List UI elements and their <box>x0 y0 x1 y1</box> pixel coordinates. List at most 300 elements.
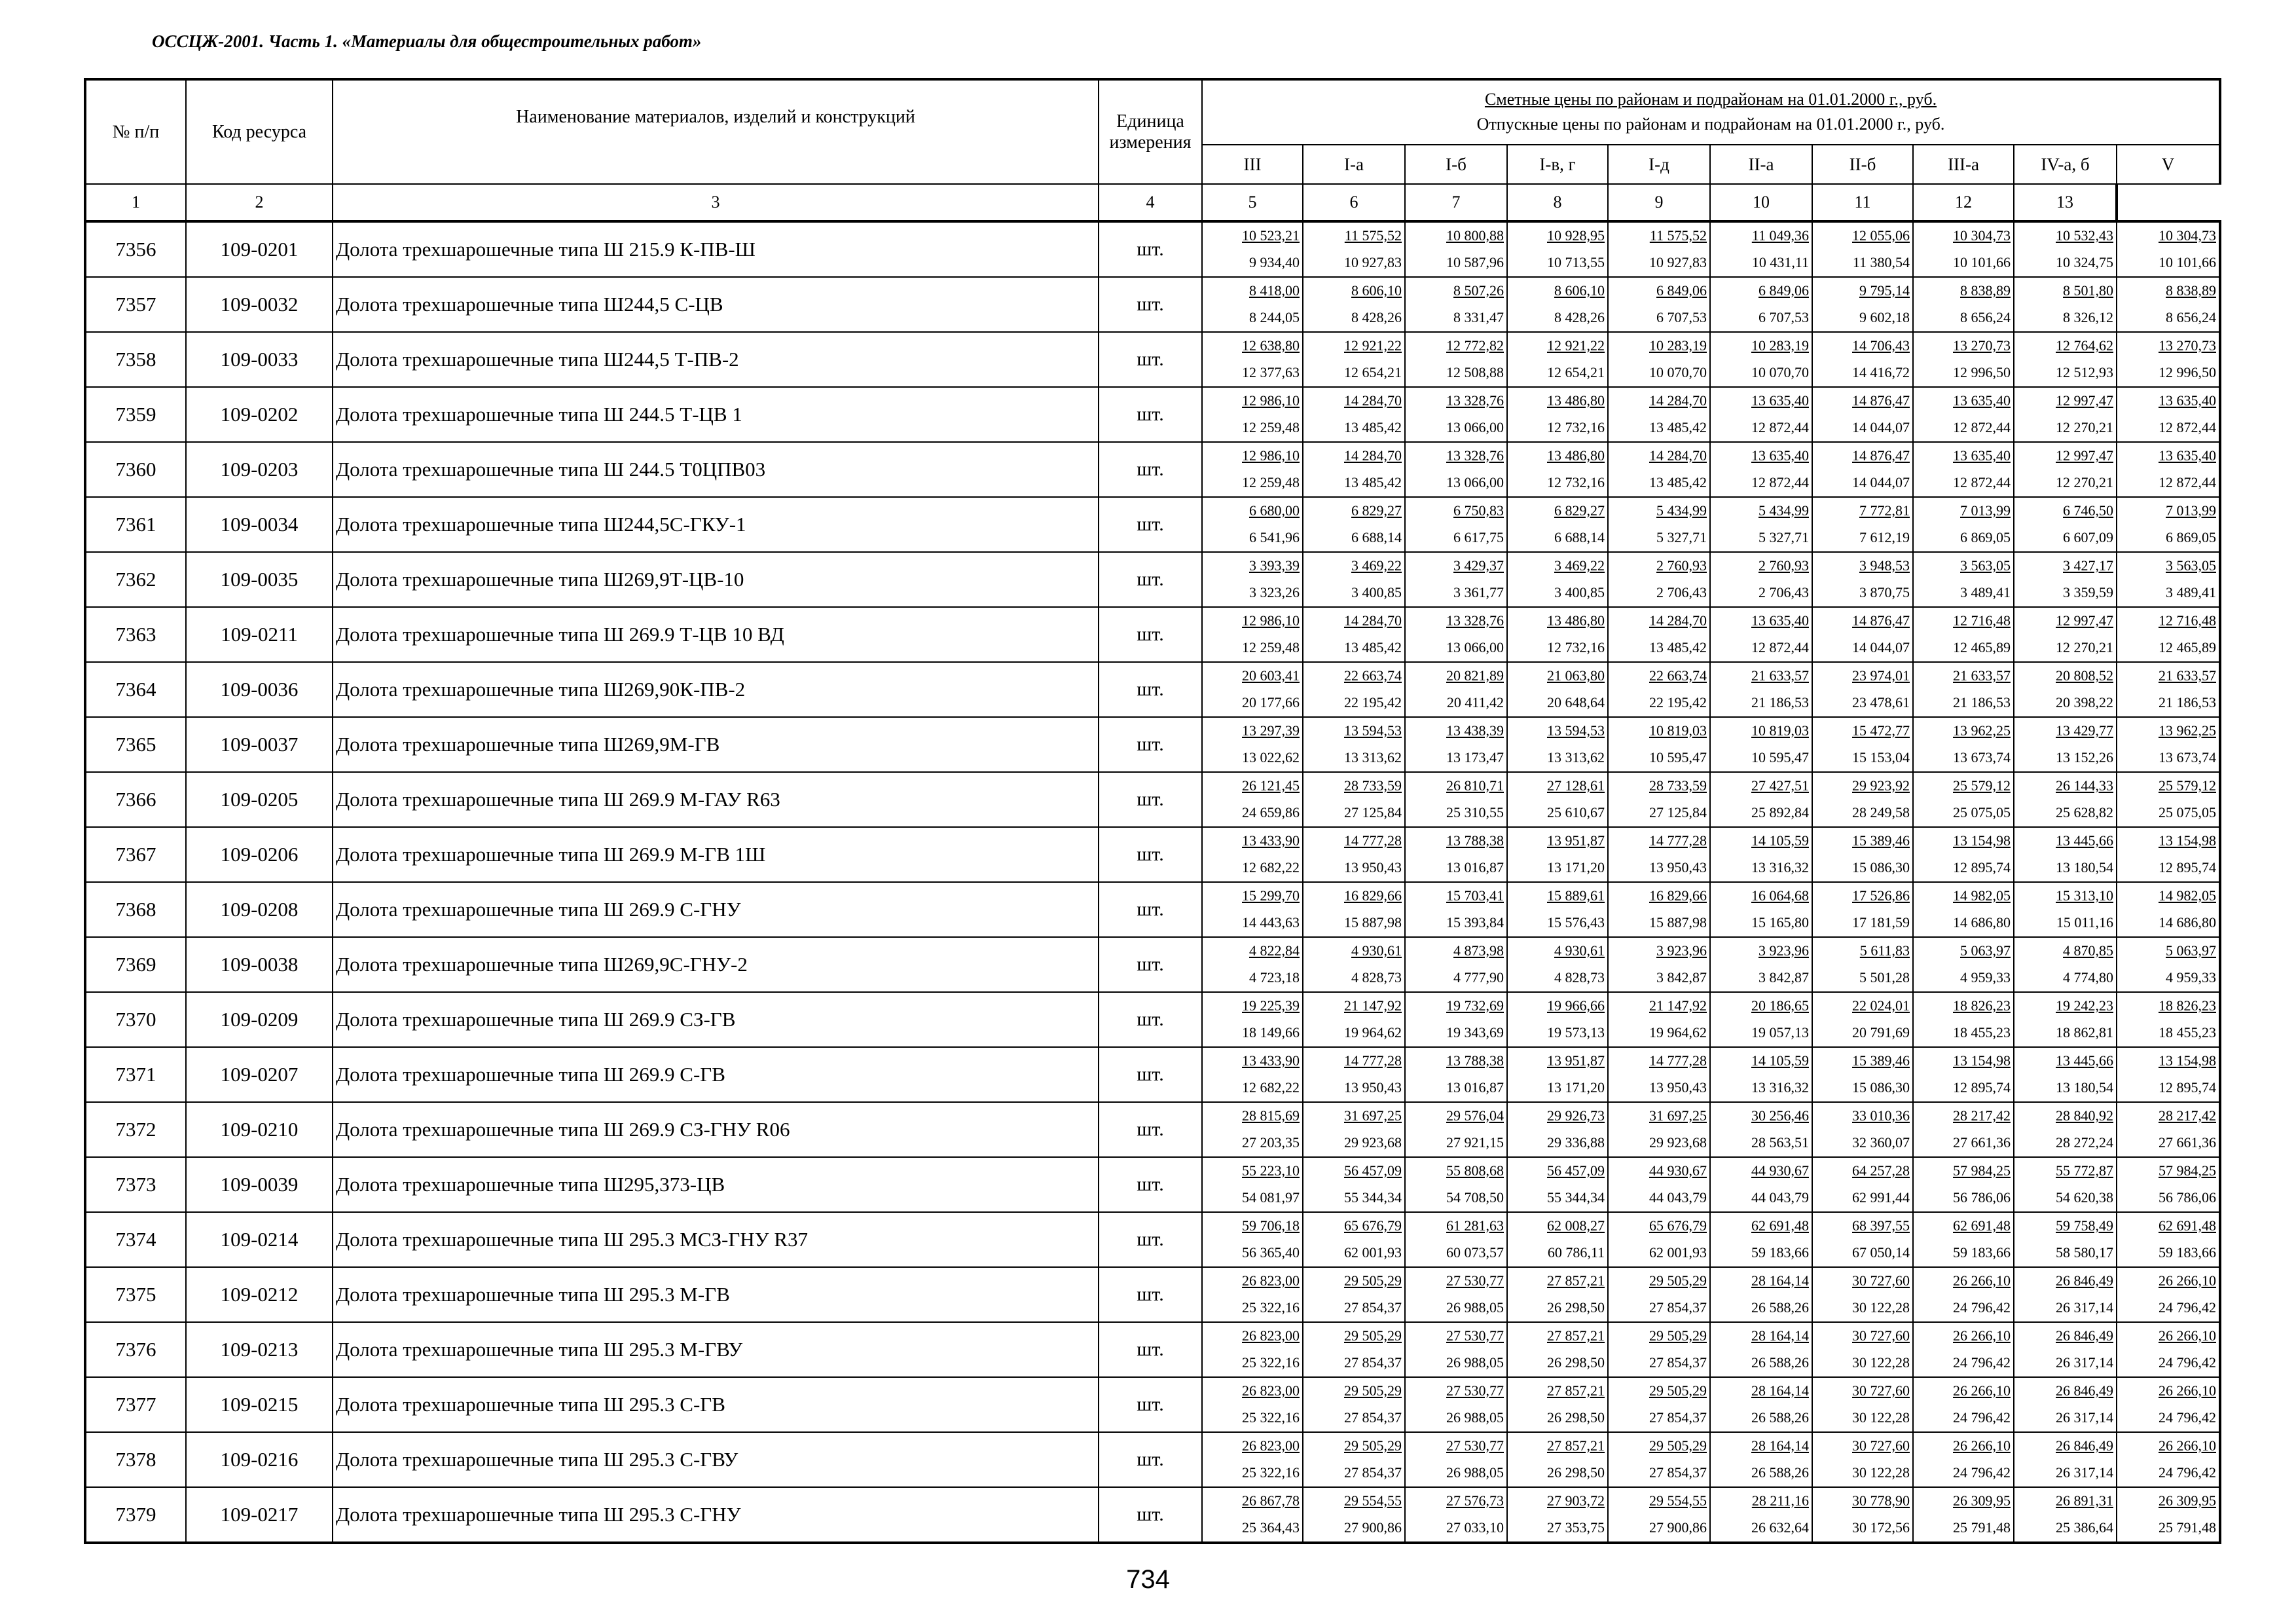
price-cell <box>1303 1267 1405 1322</box>
unit: шт. <box>1099 662 1202 717</box>
estimate-price: 30 727,60 <box>1852 1382 1910 1399</box>
estimate-price: 26 266,10 <box>1953 1382 2011 1399</box>
estimate-price: 6 680,00 <box>1249 502 1300 519</box>
price-cell <box>2117 1102 2220 1157</box>
estimate-price: 59 706,18 <box>1242 1217 1300 1234</box>
estimate-price: 25 579,12 <box>1953 777 2011 794</box>
estimate-price: 15 313,10 <box>2056 887 2113 904</box>
price-cell <box>1507 1377 1608 1432</box>
release-price: 26 588,26 <box>1751 1354 1809 1371</box>
price-cell <box>1913 1047 2014 1102</box>
estimate-price: 19 966,66 <box>1547 997 1605 1014</box>
price-cell <box>1507 937 1608 992</box>
release-price: 67 050,14 <box>1852 1244 1910 1261</box>
column-number: 2 <box>186 184 333 221</box>
release-price: 12 872,44 <box>1751 474 1809 490</box>
price-cell <box>1405 662 1507 717</box>
price-cell <box>2117 552 2220 607</box>
release-price: 13 180,54 <box>2056 1079 2113 1096</box>
release-price: 4 723,18 <box>1249 969 1300 986</box>
estimate-price: 14 105,59 <box>1751 1052 1809 1069</box>
price-cell <box>1405 1212 1507 1267</box>
release-price: 24 796,42 <box>1953 1409 2011 1426</box>
material-name: Долота трехшарошечные типа Ш 295.3 С-ГВ <box>333 1377 1099 1432</box>
price-cell <box>2117 1487 2220 1543</box>
price-cell <box>1608 662 1710 717</box>
region-header: I-а <box>1303 145 1405 184</box>
price-cell <box>1913 1322 2014 1377</box>
estimate-price: 4 930,61 <box>1351 942 1402 959</box>
price-cell <box>1710 552 1812 607</box>
price-cell <box>1710 607 1812 662</box>
release-price: 6 688,14 <box>1351 529 1402 545</box>
price-cell <box>2117 442 2220 497</box>
header-code: Код ресурса <box>186 79 333 184</box>
price-cell <box>1405 827 1507 882</box>
price-cell <box>1405 1267 1507 1322</box>
release-price: 26 632,64 <box>1751 1519 1809 1536</box>
estimate-price: 21 147,92 <box>1344 997 1402 1014</box>
resource-code: 109-0037 <box>186 717 333 772</box>
release-price: 28 249,58 <box>1852 804 1910 821</box>
price-cell <box>2117 717 2220 772</box>
estimate-price: 26 846,49 <box>2056 1382 2113 1399</box>
estimate-price: 28 733,59 <box>1344 777 1402 794</box>
price-cell <box>1710 221 1812 277</box>
estimate-price: 14 284,70 <box>1344 447 1402 464</box>
estimate-price: 31 697,25 <box>1344 1107 1402 1124</box>
price-cell <box>1202 552 1303 607</box>
table-row <box>85 1212 2220 1267</box>
release-price: 13 485,42 <box>1649 639 1707 655</box>
price-cell <box>1405 882 1507 937</box>
release-price: 62 991,44 <box>1852 1189 1910 1206</box>
material-name: Долота трехшарошечные типа Ш 269.9 С-ГВ <box>333 1047 1099 1102</box>
price-cell <box>1812 442 1913 497</box>
price-cell <box>1405 332 1507 387</box>
release-price: 26 988,05 <box>1446 1299 1504 1316</box>
estimate-price: 65 676,79 <box>1649 1217 1707 1234</box>
release-price: 18 862,81 <box>2056 1024 2113 1041</box>
price-cell <box>1405 552 1507 607</box>
price-cell <box>1507 827 1608 882</box>
estimate-price: 29 554,55 <box>1344 1492 1402 1509</box>
price-cell <box>2014 332 2117 387</box>
price-cell <box>2117 937 2220 992</box>
release-price: 8 428,26 <box>1351 309 1402 325</box>
estimate-price: 13 328,76 <box>1446 447 1504 464</box>
release-price: 24 796,42 <box>2159 1464 2217 1481</box>
resource-code: 109-0210 <box>186 1102 333 1157</box>
price-cell <box>1405 277 1507 332</box>
unit: шт. <box>1099 497 1202 552</box>
estimate-price: 14 284,70 <box>1344 612 1402 629</box>
estimate-price: 26 266,10 <box>2159 1327 2217 1344</box>
price-cell <box>1710 992 1812 1047</box>
price-cell <box>2014 717 2117 772</box>
estimate-price: 62 691,48 <box>1751 1217 1809 1234</box>
estimate-price: 27 530,77 <box>1446 1382 1504 1399</box>
price-cell <box>2014 497 2117 552</box>
estimate-price: 61 281,63 <box>1446 1217 1504 1234</box>
price-cell <box>1507 442 1608 497</box>
estimate-price: 30 256,46 <box>1751 1107 1809 1124</box>
release-price: 12 732,16 <box>1547 639 1605 655</box>
row-index: 7370 <box>85 992 186 1047</box>
price-cell <box>2117 497 2220 552</box>
header-row <box>85 79 2220 145</box>
price-cell <box>1913 1267 2014 1322</box>
table-row <box>85 937 2220 992</box>
estimate-price: 10 283,19 <box>1751 337 1809 354</box>
estimate-price: 5 611,83 <box>1859 942 1910 959</box>
release-price: 3 842,87 <box>1758 969 1809 986</box>
release-price: 14 443,63 <box>1242 914 1300 931</box>
estimate-price: 26 810,71 <box>1446 777 1504 794</box>
price-cell <box>1710 1102 1812 1157</box>
price-cell <box>1202 662 1303 717</box>
estimate-price: 26 823,00 <box>1242 1382 1300 1399</box>
price-cell <box>1710 1157 1812 1212</box>
release-price: 4 774,80 <box>2063 969 2113 986</box>
row-index: 7362 <box>85 552 186 607</box>
material-name: Долота трехшарошечные типа Ш 269.9 СЗ-ГНУ R06 <box>333 1102 1099 1157</box>
price-cell <box>1608 221 1710 277</box>
estimate-price: 13 635,40 <box>1953 392 2011 409</box>
estimate-price: 29 505,29 <box>1649 1327 1707 1344</box>
estimate-price: 23 974,01 <box>1852 667 1910 684</box>
estimate-price: 28 211,16 <box>1751 1492 1809 1509</box>
resource-code: 109-0203 <box>186 442 333 497</box>
row-index: 7376 <box>85 1322 186 1377</box>
row-index: 7375 <box>85 1267 186 1322</box>
resource-code: 109-0035 <box>186 552 333 607</box>
release-price: 15 576,43 <box>1547 914 1605 931</box>
release-price: 20 791,69 <box>1852 1024 1910 1041</box>
release-price: 12 682,22 <box>1242 1079 1300 1096</box>
price-cell <box>1710 1432 1812 1487</box>
estimate-price: 7 013,99 <box>1960 502 2011 519</box>
estimate-price: 14 284,70 <box>1649 447 1707 464</box>
estimate-price: 29 505,29 <box>1344 1437 1402 1454</box>
row-index: 7371 <box>85 1047 186 1102</box>
price-cell <box>1507 332 1608 387</box>
region-header: III <box>1202 145 1303 184</box>
price-cell <box>2117 1432 2220 1487</box>
price-cell <box>2014 221 2117 277</box>
estimate-price: 26 891,31 <box>2056 1492 2113 1509</box>
estimate-price: 12 921,22 <box>1547 337 1605 354</box>
material-name: Долота трехшарошечные типа Ш 295.3 С-ГНУ <box>333 1487 1099 1543</box>
resource-code: 109-0208 <box>186 882 333 937</box>
release-price: 15 887,98 <box>1344 914 1402 931</box>
price-cell <box>2117 1047 2220 1102</box>
price-cell <box>1608 1487 1710 1543</box>
estimate-price: 27 530,77 <box>1446 1437 1504 1454</box>
estimate-price: 13 154,98 <box>1953 832 2011 849</box>
estimate-price: 57 984,25 <box>1953 1162 2011 1179</box>
estimate-price: 26 867,78 <box>1242 1492 1300 1509</box>
release-price: 12 259,48 <box>1242 639 1300 655</box>
row-index: 7372 <box>85 1102 186 1157</box>
price-cell <box>1405 717 1507 772</box>
release-price: 27 125,84 <box>1344 804 1402 821</box>
table-row <box>85 552 2220 607</box>
price-cell <box>1710 1267 1812 1322</box>
price-cell <box>1710 277 1812 332</box>
price-cell <box>1303 882 1405 937</box>
estimate-price: 29 554,55 <box>1649 1492 1707 1509</box>
release-price: 3 359,59 <box>2063 584 2113 600</box>
unit: шт. <box>1099 1047 1202 1102</box>
material-name: Долота трехшарошечные типа Ш269,9С-ГНУ-2 <box>333 937 1099 992</box>
release-price: 13 066,00 <box>1446 639 1504 655</box>
release-price: 13 950,43 <box>1649 859 1707 876</box>
estimate-price: 8 501,80 <box>2063 282 2113 299</box>
price-cell <box>2117 387 2220 442</box>
release-price: 10 713,55 <box>1547 254 1605 270</box>
release-price: 22 195,42 <box>1649 694 1707 710</box>
estimate-price: 30 778,90 <box>1852 1492 1910 1509</box>
release-price: 21 186,53 <box>2159 694 2217 710</box>
release-price: 12 270,21 <box>2056 639 2113 655</box>
release-price: 4 828,73 <box>1351 969 1402 986</box>
estimate-price: 28 164,14 <box>1751 1272 1809 1289</box>
estimate-price: 27 530,77 <box>1446 1272 1504 1289</box>
estimate-price: 29 926,73 <box>1547 1107 1605 1124</box>
price-cell <box>1812 552 1913 607</box>
price-cell <box>1812 1157 1913 1212</box>
unit: шт. <box>1099 442 1202 497</box>
release-price: 12 872,44 <box>1751 639 1809 655</box>
estimate-price: 13 635,40 <box>1751 392 1809 409</box>
release-price: 62 001,93 <box>1649 1244 1707 1261</box>
price-cell <box>1710 937 1812 992</box>
resource-code: 109-0209 <box>186 992 333 1047</box>
price-cell <box>1303 1047 1405 1102</box>
resource-code: 109-0207 <box>186 1047 333 1102</box>
release-price: 25 386,64 <box>2056 1519 2113 1536</box>
material-name: Долота трехшарошечные типа Ш 295.3 М-ГВ <box>333 1267 1099 1322</box>
release-price: 6 617,75 <box>1453 529 1504 545</box>
release-price: 12 465,89 <box>2159 639 2217 655</box>
release-price: 13 485,42 <box>1649 474 1707 490</box>
column-number: 9 <box>1608 184 1710 221</box>
price-cell <box>1608 277 1710 332</box>
estimate-price: 26 121,45 <box>1242 777 1300 794</box>
estimate-price: 14 284,70 <box>1344 392 1402 409</box>
unit: шт. <box>1099 992 1202 1047</box>
price-cell <box>2014 827 2117 882</box>
estimate-price: 13 951,87 <box>1547 832 1605 849</box>
price-cell <box>1303 1432 1405 1487</box>
price-cell <box>2014 662 2117 717</box>
estimate-price: 28 164,14 <box>1751 1327 1809 1344</box>
region-header: V <box>2117 145 2220 184</box>
price-cell <box>1913 772 2014 827</box>
release-price: 3 842,87 <box>1656 969 1707 986</box>
release-price: 10 431,11 <box>1751 254 1809 270</box>
release-price: 10 070,70 <box>1751 364 1809 380</box>
release-price: 6 607,09 <box>2063 529 2113 545</box>
resource-code: 109-0201 <box>186 221 333 277</box>
release-price: 3 323,26 <box>1249 584 1300 600</box>
price-cell <box>1608 717 1710 772</box>
release-price: 12 872,44 <box>1751 419 1809 435</box>
release-price: 25 322,16 <box>1242 1354 1300 1371</box>
estimate-price: 26 846,49 <box>2056 1272 2113 1289</box>
unit: шт. <box>1099 1432 1202 1487</box>
release-price: 10 587,96 <box>1446 254 1504 270</box>
release-price: 8 326,12 <box>2063 309 2113 325</box>
estimate-price: 21 633,57 <box>2159 667 2217 684</box>
release-price: 14 686,80 <box>1953 914 2011 931</box>
price-cell <box>1710 332 1812 387</box>
column-number: 12 <box>1913 184 2014 221</box>
price-cell <box>1405 1157 1507 1212</box>
release-price: 26 298,50 <box>1547 1464 1605 1481</box>
release-price: 6 707,53 <box>1758 309 1809 325</box>
material-name: Долота трехшарошечные типа Ш 269.9 С-ГНУ <box>333 882 1099 937</box>
region-header: IV-а, б <box>2014 145 2117 184</box>
price-cell <box>1202 442 1303 497</box>
estimate-price: 14 876,47 <box>1852 612 1910 629</box>
price-cell <box>1303 717 1405 772</box>
price-cell <box>1710 1047 1812 1102</box>
release-price: 26 588,26 <box>1751 1299 1809 1316</box>
price-cell <box>1405 772 1507 827</box>
estimate-price: 27 530,77 <box>1446 1327 1504 1344</box>
estimate-price: 14 706,43 <box>1852 337 1910 354</box>
unit: шт. <box>1099 387 1202 442</box>
estimate-price: 18 826,23 <box>1953 997 2011 1014</box>
price-cell <box>1812 1102 1913 1157</box>
estimate-price: 29 505,29 <box>1344 1272 1402 1289</box>
estimate-price: 15 472,77 <box>1852 722 1910 739</box>
price-cell <box>1507 1157 1608 1212</box>
estimate-price: 4 873,98 <box>1453 942 1504 959</box>
estimate-price: 10 800,88 <box>1446 227 1504 244</box>
estimate-price: 13 445,66 <box>2056 1052 2113 1069</box>
estimate-price: 5 434,99 <box>1758 502 1809 519</box>
header-unit: Единица измерения <box>1099 79 1202 184</box>
release-price: 27 854,37 <box>1344 1409 1402 1426</box>
release-price: 27 854,37 <box>1344 1299 1402 1316</box>
price-cell <box>1507 1432 1608 1487</box>
price-cell <box>1303 992 1405 1047</box>
price-cell <box>1507 1102 1608 1157</box>
price-cell <box>1812 607 1913 662</box>
price-cell <box>1913 332 2014 387</box>
row-index: 7365 <box>85 717 186 772</box>
release-price: 10 595,47 <box>1751 749 1809 766</box>
row-index: 7374 <box>85 1212 186 1267</box>
estimate-price: 33 010,36 <box>1852 1107 1910 1124</box>
estimate-price: 30 727,60 <box>1852 1327 1910 1344</box>
release-price: 12 270,21 <box>2056 419 2113 435</box>
unit: шт. <box>1099 1322 1202 1377</box>
estimate-price: 3 563,05 <box>1960 557 2011 574</box>
release-price: 21 186,53 <box>1953 694 2011 710</box>
estimate-price: 8 606,10 <box>1351 282 1402 299</box>
estimate-price: 26 823,00 <box>1242 1272 1300 1289</box>
release-price: 26 317,14 <box>2056 1409 2113 1426</box>
price-cell <box>1812 992 1913 1047</box>
estimate-price: 19 242,23 <box>2056 997 2113 1014</box>
release-price: 23 478,61 <box>1852 694 1910 710</box>
release-price: 14 686,80 <box>2159 914 2217 931</box>
price-cell <box>1405 387 1507 442</box>
release-price: 12 259,48 <box>1242 419 1300 435</box>
estimate-price: 29 505,29 <box>1649 1272 1707 1289</box>
release-price: 27 203,35 <box>1242 1134 1300 1151</box>
unit: шт. <box>1099 1487 1202 1543</box>
release-price: 12 872,44 <box>2159 474 2217 490</box>
price-cell <box>2117 1322 2220 1377</box>
estimate-price: 3 427,17 <box>2063 557 2113 574</box>
release-price: 55 344,34 <box>1344 1189 1402 1206</box>
estimate-price: 68 397,55 <box>1852 1217 1910 1234</box>
release-price: 59 183,66 <box>2159 1244 2217 1261</box>
release-price: 12 895,74 <box>2159 859 2217 876</box>
release-price: 27 854,37 <box>1649 1354 1707 1371</box>
estimate-price: 55 223,10 <box>1242 1162 1300 1179</box>
release-price: 13 016,87 <box>1446 859 1504 876</box>
estimate-price: 20 186,65 <box>1751 997 1809 1014</box>
release-price: 22 195,42 <box>1344 694 1402 710</box>
price-cell <box>1710 1377 1812 1432</box>
estimate-price: 13 433,90 <box>1242 1052 1300 1069</box>
price-cell <box>1608 387 1710 442</box>
estimate-price: 28 164,14 <box>1751 1437 1809 1454</box>
resource-code: 109-0038 <box>186 937 333 992</box>
estimate-price: 29 505,29 <box>1344 1382 1402 1399</box>
estimate-price: 18 826,23 <box>2159 997 2217 1014</box>
estimate-price: 27 857,21 <box>1547 1327 1605 1344</box>
estimate-price: 15 889,61 <box>1547 887 1605 904</box>
material-name: Долота трехшарошечные типа Ш 269.9 СЗ-ГВ <box>333 992 1099 1047</box>
release-price: 13 173,47 <box>1446 749 1504 766</box>
price-cell <box>1507 497 1608 552</box>
estimate-price: 13 635,40 <box>1953 447 2011 464</box>
price-cell <box>1507 1212 1608 1267</box>
estimate-price: 3 948,53 <box>1859 557 1910 574</box>
price-cell <box>1812 1212 1913 1267</box>
estimate-price: 12 997,47 <box>2056 447 2113 464</box>
resource-code: 109-0211 <box>186 607 333 662</box>
estimate-price: 6 849,06 <box>1758 282 1809 299</box>
row-index: 7378 <box>85 1432 186 1487</box>
release-price: 14 416,72 <box>1852 364 1910 380</box>
price-cell <box>1202 827 1303 882</box>
column-number: 5 <box>1202 184 1303 221</box>
estimate-price: 14 777,28 <box>1649 1052 1707 1069</box>
release-price: 20 411,42 <box>1446 694 1504 710</box>
estimate-price: 27 857,21 <box>1547 1382 1605 1399</box>
estimate-price: 14 777,28 <box>1649 832 1707 849</box>
estimate-price: 13 594,53 <box>1547 722 1605 739</box>
price-cell <box>2014 882 2117 937</box>
estimate-price: 26 823,00 <box>1242 1327 1300 1344</box>
estimate-price: 30 727,60 <box>1852 1437 1910 1454</box>
release-price: 12 654,21 <box>1344 364 1402 380</box>
estimate-price: 13 635,40 <box>1751 447 1809 464</box>
price-cell <box>1812 827 1913 882</box>
release-price: 9 602,18 <box>1859 309 1910 325</box>
estimate-price: 12 055,06 <box>1852 227 1910 244</box>
price-cell <box>2014 992 2117 1047</box>
column-number-row <box>85 184 2220 221</box>
